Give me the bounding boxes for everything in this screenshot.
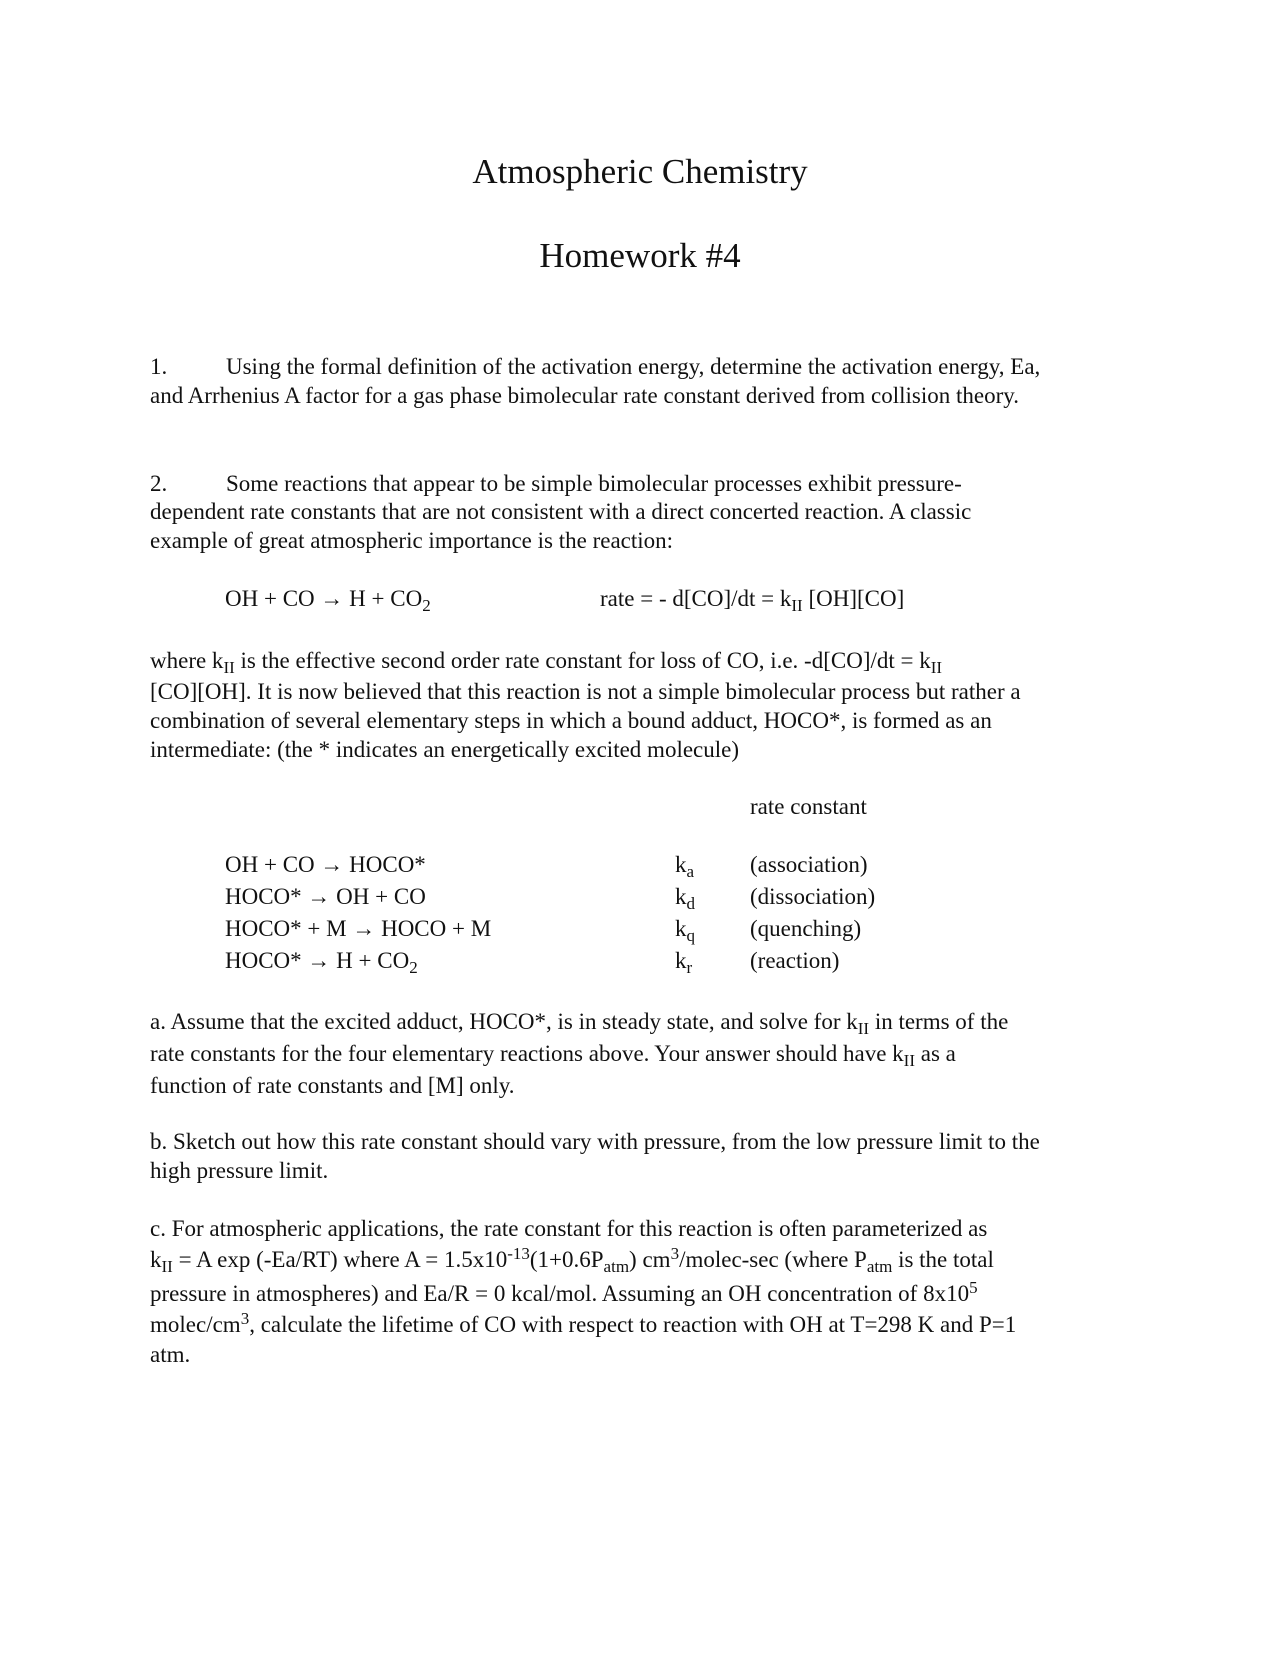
- step-k: [675, 947, 692, 975]
- step-reaction-text: HOCO* → OH + CO: [225, 884, 426, 909]
- part-a-text-2: rate constants for the four elementary reactions above. Your answer should have k: [150, 1041, 904, 1066]
- step-reaction-subscript: 2: [409, 958, 418, 977]
- step-reaction: [225, 851, 426, 879]
- part-c-line-4: [150, 1311, 1016, 1339]
- k-subscript: II: [161, 1257, 173, 1276]
- step-k-subscript: a: [686, 862, 695, 881]
- question-1-line-2: and Arrhenius A factor for a gas phase bimolecular rate constant derived from collision theory.: [150, 383, 1020, 408]
- k-subscript: II: [857, 1019, 870, 1038]
- rate-expression-tail: [OH][CO]: [802, 586, 905, 611]
- step-label: (reaction): [750, 948, 840, 973]
- step-reaction: [225, 915, 491, 943]
- part-c-text-3: pressure in atmospheres) and Ea/R = 0 kcal/mol. Assuming an OH concentration of 8x10: [150, 1281, 970, 1306]
- where-line-2: [CO][OH]. It is now believed that this reaction is not a simple bimolecular process but rather a: [150, 679, 1021, 704]
- step-k-letter: k: [675, 852, 687, 877]
- part-a-text-1: a. Assume that the excited adduct, HOCO*, is in steady state, and solve for k: [150, 1009, 858, 1034]
- part-c-k: k: [150, 1247, 162, 1272]
- where-line-1: [150, 647, 942, 675]
- question-1-number: 1.: [150, 354, 168, 379]
- step-label: (dissociation): [750, 884, 876, 909]
- overall-reaction: [225, 585, 431, 613]
- rate-expression-text: rate = - d[CO]/dt = k: [600, 586, 792, 611]
- part-c-text-2e: /molec-sec (where P: [679, 1247, 867, 1272]
- part-c-text-4b: , calculate the lifetime of CO with respect to reaction with OH at T=298 K and P=1: [249, 1312, 1017, 1337]
- question-2-line-1: [150, 470, 962, 498]
- k-subscript: II: [223, 658, 235, 677]
- where-line-4: intermediate: (the * indicates an energetically excited molecule): [150, 737, 740, 762]
- step-reaction-text: HOCO* → H + CO: [225, 948, 410, 973]
- where-text-a: where k: [150, 648, 224, 673]
- co2-subscript: 2: [422, 596, 431, 615]
- question-2-line-2: dependent rate constants that are not consistent with a direct concerted reaction. A classic: [150, 499, 972, 524]
- overall-reaction-text: OH + CO → H + CO: [225, 586, 423, 611]
- exponent: 5: [969, 1278, 978, 1297]
- question-2-line-3: example of great atmospheric importance is the reaction:: [150, 528, 674, 553]
- step-label: (association): [750, 852, 868, 877]
- step-k: [675, 915, 695, 943]
- where-text-b: is the effective second order rate constant for loss of CO, i.e. -d[CO]/dt = k: [234, 648, 931, 673]
- k-subscript: II: [791, 596, 803, 615]
- part-c-text-2d: ) cm: [629, 1247, 671, 1272]
- step-k-subscript: r: [686, 958, 693, 977]
- part-c-line-2: [150, 1246, 994, 1274]
- part-c-line-5: atm.: [150, 1342, 191, 1367]
- step-k: [675, 883, 695, 911]
- step-k-subscript: d: [686, 894, 695, 913]
- part-c-line-1: c. For atmospheric applications, the rate constant for this reaction is often parameterized as: [150, 1216, 988, 1241]
- step-k: [675, 851, 694, 879]
- part-c-text-2c: (1+0.6P: [529, 1247, 604, 1272]
- step-k-letter: k: [675, 884, 687, 909]
- part-c-line-3: [150, 1280, 978, 1308]
- question-1-text-1: Using the formal definition of the activation energy, determine the activation energy, Ea,: [226, 354, 1041, 379]
- part-a-line-2: [150, 1040, 956, 1068]
- part-a-text-1b: in terms of the: [869, 1009, 1009, 1034]
- step-k-letter: k: [675, 916, 687, 941]
- step-reaction-text: OH + CO → HOCO*: [225, 852, 426, 877]
- part-a-line-1: [150, 1008, 1008, 1036]
- step-k-letter: k: [675, 948, 687, 973]
- question-1-line-1: [150, 353, 1040, 381]
- part-b-line-1: b. Sketch out how this rate constant should vary with pressure, from the low pressure limit to the: [150, 1129, 1040, 1154]
- cube-superscript: 3: [670, 1244, 680, 1263]
- question-2-text-1: Some reactions that appear to be simple bimolecular processes exhibit pressure-: [226, 471, 962, 496]
- rate-expression: [600, 585, 904, 613]
- step-k-subscript: q: [686, 926, 695, 945]
- part-a-line-3: function of rate constants and [M] only.: [150, 1073, 515, 1098]
- rate-constant-header: rate constant: [750, 794, 867, 819]
- atm-subscript: atm: [603, 1257, 630, 1276]
- k-subscript: II: [930, 658, 943, 677]
- part-a-text-2b: as a: [914, 1041, 956, 1066]
- part-c-text-2f: is the total: [892, 1247, 994, 1272]
- question-2-number: 2.: [150, 471, 168, 496]
- step-reaction: [225, 947, 418, 975]
- part-c-text-2b: = A exp (-Ea/RT) where A = 1.5x10: [172, 1247, 508, 1272]
- where-line-3: combination of several elementary steps in which a bound adduct, HOCO*, is formed as an: [150, 708, 992, 733]
- part-b-line-2: high pressure limit.: [150, 1158, 329, 1183]
- cube-superscript: 3: [240, 1309, 250, 1328]
- page-title: Atmospheric Chemistry: [472, 152, 808, 191]
- exponent: -13: [507, 1244, 530, 1263]
- atm-subscript: atm: [866, 1257, 893, 1276]
- step-reaction-text: HOCO* + M → HOCO + M: [225, 916, 492, 941]
- part-c-text-4a: molec/cm: [150, 1312, 241, 1337]
- step-reaction: [225, 883, 426, 911]
- k-subscript: II: [903, 1051, 915, 1070]
- step-label: (quenching): [750, 916, 862, 941]
- page-subtitle: Homework #4: [539, 236, 741, 275]
